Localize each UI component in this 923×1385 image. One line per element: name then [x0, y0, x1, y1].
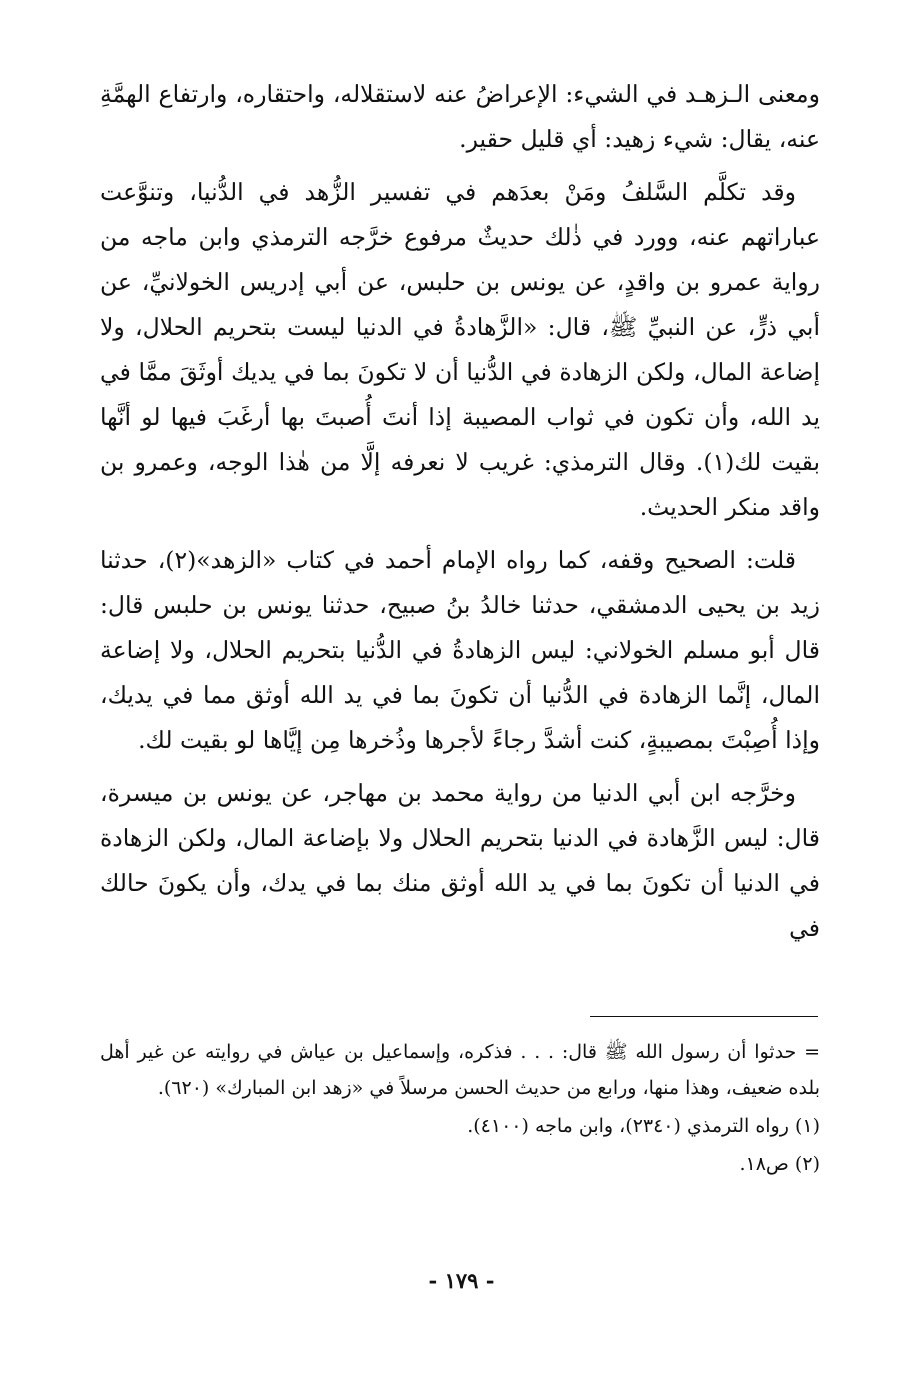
paragraph-salaf-hadith: وقد تكلَّم السَّلفُ ومَنْ بعدَهم في تفسير الزُّهد في الدُّنيا، وتنوَّعت عباراتهم عنه، وورد في ذٰلك حديثٌ مرفوع خرَّجه الترمذي وابن ماجه من رواية عمرو بن واقدٍ، عن يونس بن حلبس، عن أبي إدريس الخولانيِّ، عن أبي ذرٍّ، عن النبيِّ ﷺ، قال: «الزَّهادةُ في الدنيا ليست بتحريم الحلال، ولا إضاعة المال، ولكن الزهادة في الدُّنيا أن لا تكونَ بما في يديك أوثَقَ ممَّا في يد الله، وأن تكون في ثواب المصيبة إذا أنتَ أُصبتَ بها أرغَبَ فيها لو أنَّها بقيت لك(١). وقال الترمذي: غريب لا نعرفه إلَّا من هٰذا الوجه، وعمرو بن واقد منكر الحديث. [100, 178, 820, 521]
main-text [100, 72, 820, 959]
footnotes [100, 1034, 820, 1184]
footnote-2: (٢) ص١٨. [739, 1153, 820, 1175]
page-number: - ١٧٩ - [428, 1268, 495, 1293]
footnote-continued: = حدثوا أن رسول الله ﷺ قال: . . . فذكره، وإسماعيل بن عياش في روايته عن غير أهل بلده ضعيف، وهذا منها، ورابع من حديث الحسن مرسلاً في «زهد ابن المبارك» (٦٢٠). [100, 1041, 820, 1099]
footnote-1: (١) رواه الترمذي (٢٣٤٠)، وابن ماجه (٤١٠٠). [467, 1115, 820, 1137]
footnote-divider [590, 1016, 818, 1017]
paragraph-zuhd-meaning: ومعنى الـزهـد في الشيء: الإعراضُ عنه لاستقلاله، واحتقاره، وارتفاع الهمَّةِ عنه، يقال: شيء زهيد: أي قليل حقير. [100, 80, 820, 153]
paragraph-ahmad-narration: قلت: الصحيح وقفه، كما رواه الإمام أحمد في كتاب «الزهد»(٢)، حدثنا زيد بن يحيى الدمشقي، حدثنا خالدُ بنُ صبيح، حدثنا يونس بن حلبس قال: قال أبو مسلم الخولاني: ليس الزهادةُ في الدُّنيا بتحريم الحلال، ولا إضاعة المال، إنَّما الزهادة في الدُّنيا أن تكونَ بما في يد الله أوثق مما في يديك، وإذا أُصِبْتَ بمصيبةٍ، كنت أشدَّ رجاءً لأجرها وذُخرها مِن إيَّاها لو بقيت لك. [100, 546, 820, 754]
paragraph-ibn-abi-dunya: وخرَّجه ابن أبي الدنيا من رواية محمد بن مهاجر، عن يونس بن ميسرة، قال: ليس الزَّهادة في الدنيا بتحريم الحلال ولا بإضاعة المال، ولكن الزهادة في الدنيا أن تكونَ بما في يد الله أوثق منك بما في يدك، وأن يكونَ حالك في [100, 779, 820, 942]
